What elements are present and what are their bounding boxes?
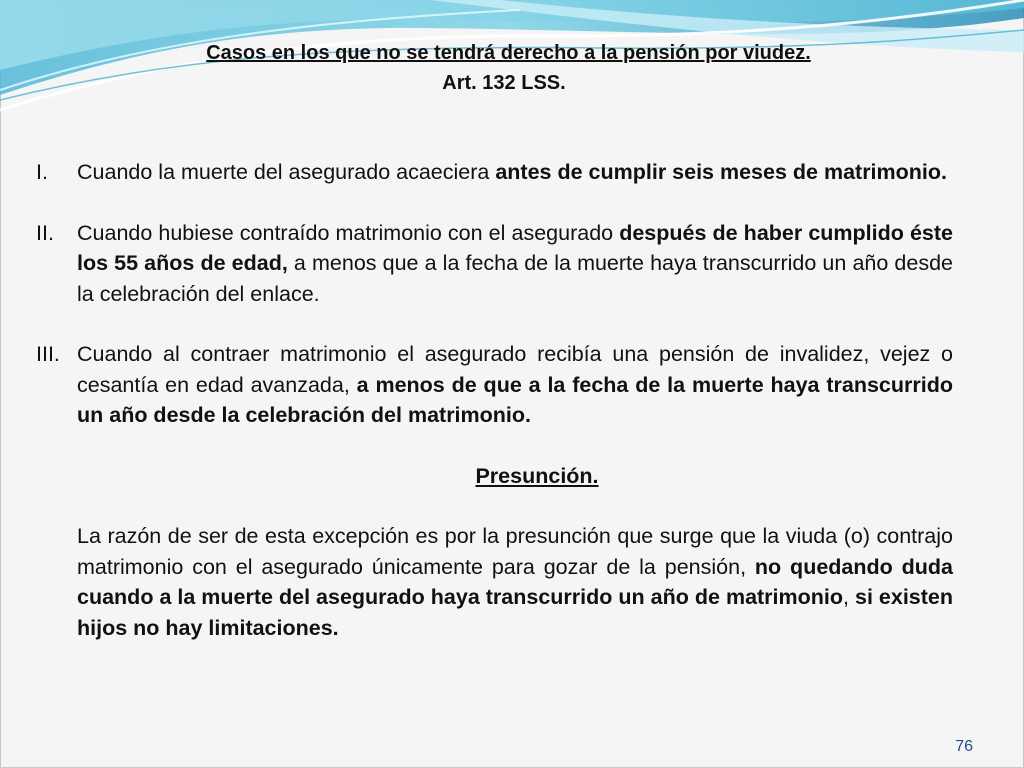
list-item xyxy=(36,218,953,310)
text-segment: Cuando al contraer matrimonio el asegurado recibía una pensión de invalidez, vejez o cesantía en edad avanzada, xyxy=(77,342,953,397)
item-text xyxy=(77,157,953,188)
text-segment: Cuando hubiese contraído matrimonio con el asegurado xyxy=(77,220,620,245)
list-item xyxy=(36,157,953,188)
bold-text: después de haber cumplido éste los 55 años de edad, xyxy=(77,220,953,275)
numbered-list xyxy=(36,157,953,431)
page-number: 76 xyxy=(955,738,973,755)
presuncion-paragraph xyxy=(77,521,953,643)
presuncion-heading: Presunción. xyxy=(475,463,599,488)
item-text xyxy=(77,218,953,310)
item-number: II. xyxy=(36,220,54,245)
slide-body xyxy=(36,157,953,643)
item-number: I. xyxy=(36,160,48,184)
text-segment: , xyxy=(843,585,855,609)
item-text xyxy=(77,339,953,431)
title-line-1: Casos en los que no se tendrá derecho a la pensión por viudez. xyxy=(206,42,811,64)
list-item xyxy=(36,339,953,431)
bold-text: a menos de que a la fecha de la muerte haya transcurrido un año desde la celebración del matrimonio. xyxy=(77,372,953,427)
slide-title xyxy=(0,38,1024,98)
text-segment: La razón de ser de esta excepción es por la presunción que surge que la viuda (o) contrajo matrimonio con el asegurado únicamente para gozar de la pensión, xyxy=(77,524,953,579)
text-segment: Cuando la muerte del asegurado acaeciera xyxy=(77,160,496,184)
bold-text: si existen hijos no hay limitaciones. xyxy=(77,585,954,640)
bold-text: antes de cumplir seis meses de matrimonio. xyxy=(495,160,947,184)
text-segment: a menos que a la fecha de la muerte haya transcurrido un año desde la celebración del enlace. xyxy=(77,251,954,306)
bold-text: no quedando duda cuando a la muerte del asegurado haya transcurrido un año de matrimonio xyxy=(77,554,953,609)
title-line-2: Art. 132 LSS. xyxy=(442,72,566,94)
item-number: III. xyxy=(36,342,60,366)
